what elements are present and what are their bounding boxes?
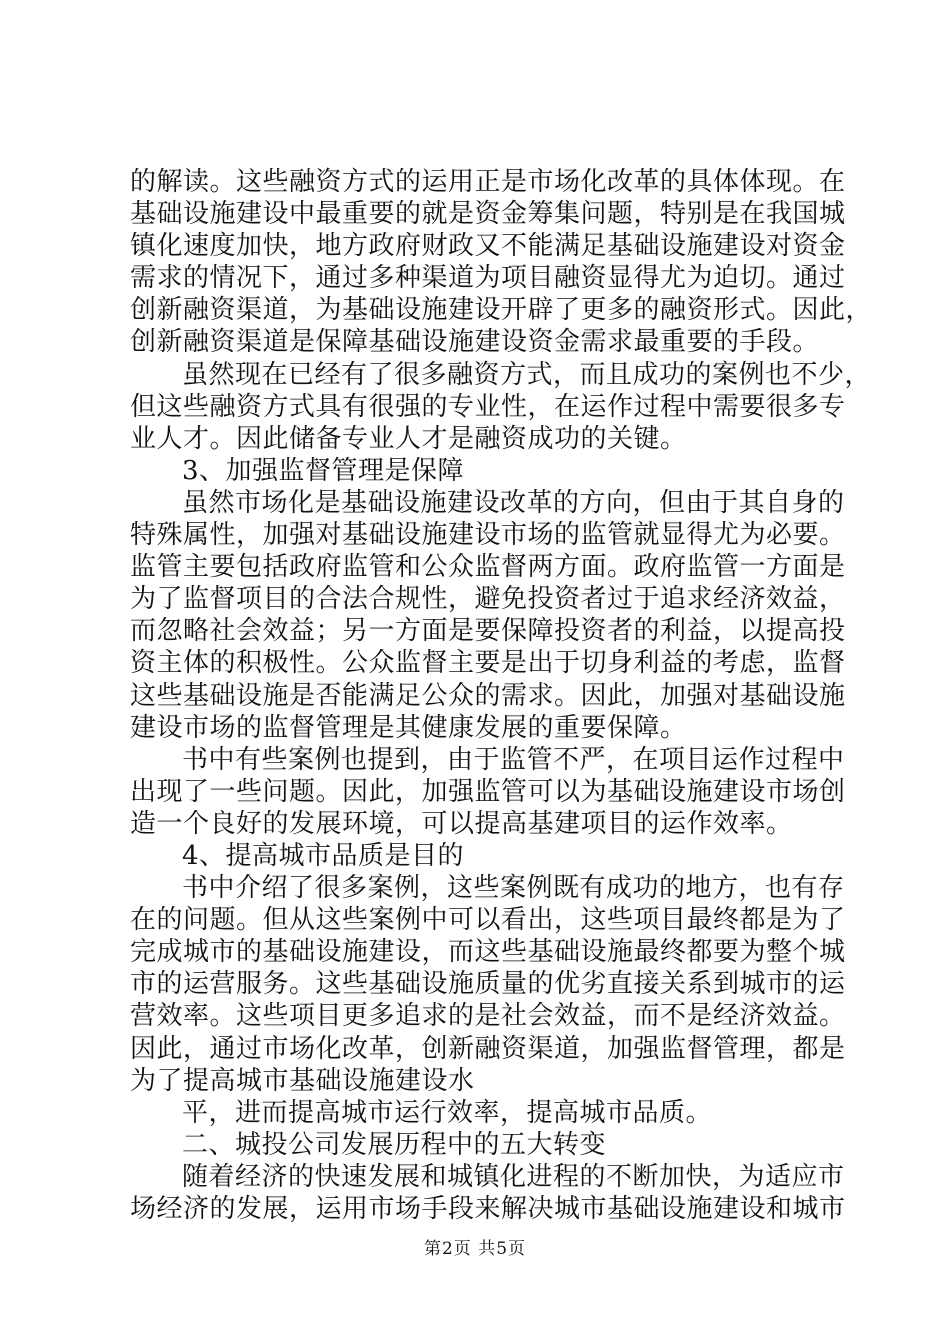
- paragraph-first-line: 3、加强监督管理是保障: [182, 455, 465, 486]
- text-line: 建设市场的监督管理是其健康发展的重要保障。: [130, 712, 687, 743]
- text-line: 造一个良好的发展环境，可以提高基建项目的运作效率。: [130, 808, 793, 839]
- paragraph-first-line: 书中有些案例也提到，由于监管不严，在项目运作过程中: [182, 744, 845, 775]
- text-line: 基础设施建设中最重要的就是资金筹集问题，特别是在我国城: [130, 199, 846, 230]
- text-line: 资主体的积极性。公众监督主要是出于切身利益的考虑，监督: [130, 648, 846, 679]
- text-line: 创新融资渠道，为基础设施建设开辟了更多的融资形式。因此，: [130, 295, 873, 326]
- text-line: 为了提高城市基础设施建设水: [130, 1065, 475, 1096]
- text-line: 而忽略社会效益；另一方面是要保障投资者的利益，以提高投: [130, 616, 846, 647]
- text-line: 创新融资渠道是保障基础设施建设资金需求最重要的手段。: [130, 327, 820, 358]
- text-line: 但这些融资方式具有很强的专业性，在运作过程中需要很多专: [130, 391, 846, 422]
- text-line: 监管主要包括政府监管和公众监督两方面。政府监管一方面是: [130, 552, 846, 583]
- paragraph-first-line: 平，进而提高城市运行效率，提高城市品质。: [182, 1097, 713, 1128]
- text-line: 出现了一些问题。因此，加强监管可以为基础设施建设市场创: [130, 776, 846, 807]
- text-line: 这些基础设施是否能满足公众的需求。因此，加强对基础设施: [130, 680, 846, 711]
- paragraph-first-line: 书中介绍了很多案例，这些案例既有成功的地方，也有存: [182, 873, 845, 904]
- text-line: 在的问题。但从这些案例中可以看出，这些项目最终都是为了: [130, 905, 846, 936]
- text-line: 完成城市的基础设施建设，而这些基础设施最终都要为整个城: [130, 937, 846, 968]
- text-line: 业人才。因此储备专业人才是融资成功的关键。: [130, 423, 687, 454]
- paragraph-first-line: 二、城投公司发展历程中的五大转变: [182, 1129, 607, 1160]
- document-body: [130, 166, 873, 1225]
- text-line: 营效率。这些项目更多追求的是社会效益，而不是经济效益。: [130, 1001, 846, 1032]
- text-line: 为了监督项目的合法合规性，避免投资者过于追求经济效益，: [130, 584, 846, 615]
- text-line: 场经济的发展，运用市场手段来解决城市基础设施建设和城市: [130, 1194, 846, 1224]
- paragraph-first-line: 虽然市场化是基础设施建设改革的方向，但由于其自身的: [182, 487, 845, 518]
- page-footer: 第2页 共5页: [423, 1239, 527, 1259]
- paragraph-first-line: 虽然现在已经有了很多融资方式，而且成功的案例也不少，: [182, 359, 872, 390]
- paragraph-first-line: 4、提高城市品质是目的: [182, 840, 465, 871]
- text-line: 需求的情况下，通过多种渠道为项目融资显得尤为迫切。通过: [130, 263, 846, 294]
- text-line: 镇化速度加快，地方政府财政又不能满足基础设施建设对资金: [130, 231, 846, 262]
- text-line: 特殊属性，加强对基础设施建设市场的监管就显得尤为必要。: [130, 520, 846, 551]
- text-line: 的解读。这些融资方式的运用正是市场化改革的具体体现。在: [130, 167, 846, 197]
- paragraph-first-line: 随着经济的快速发展和城镇化进程的不断加快，为适应市: [182, 1161, 845, 1192]
- text-line: 因此，通过市场化改革，创新融资渠道，加强监督管理，都是: [130, 1033, 846, 1064]
- text-line: 市的运营服务。这些基础设施质量的优劣直接关系到城市的运: [130, 969, 846, 1000]
